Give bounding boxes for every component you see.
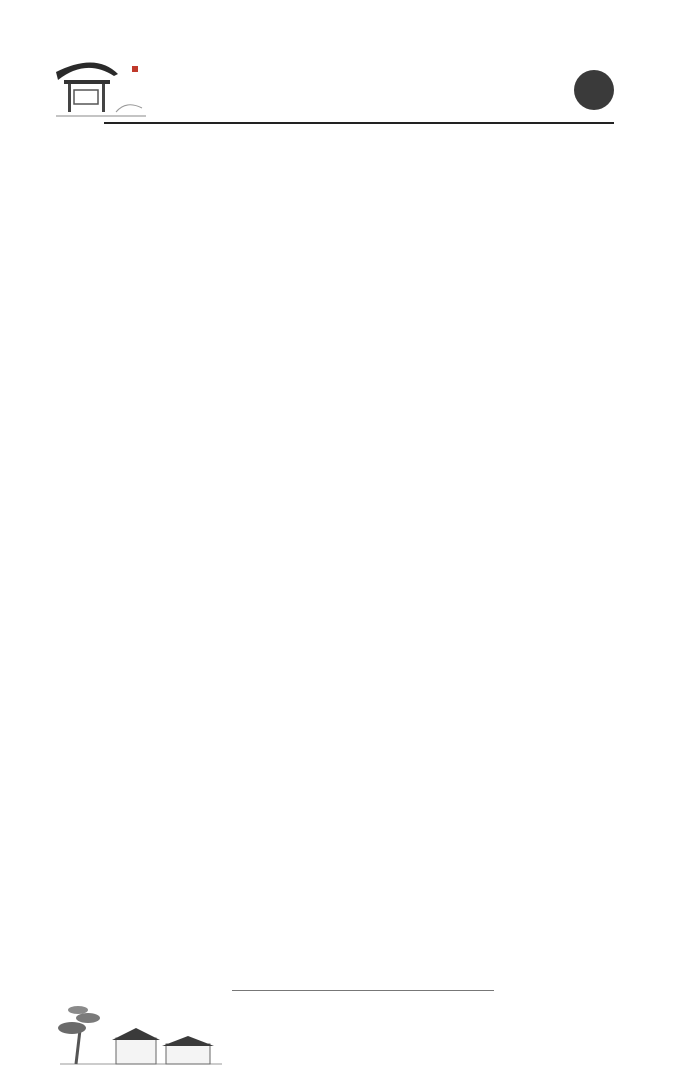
header-rule — [104, 122, 614, 124]
ellipsis — [58, 231, 614, 266]
hexagram-titles — [58, 196, 614, 231]
page-header — [56, 50, 614, 124]
bazi-stems-line — [58, 126, 614, 161]
page-footer — [0, 982, 693, 1078]
bazi-branches-line — [58, 161, 614, 196]
landscape-illustration — [56, 994, 226, 1070]
page-body — [58, 126, 614, 266]
footer-rule — [232, 990, 494, 991]
pavilion-illustration — [56, 50, 146, 120]
series-badge — [574, 70, 614, 110]
